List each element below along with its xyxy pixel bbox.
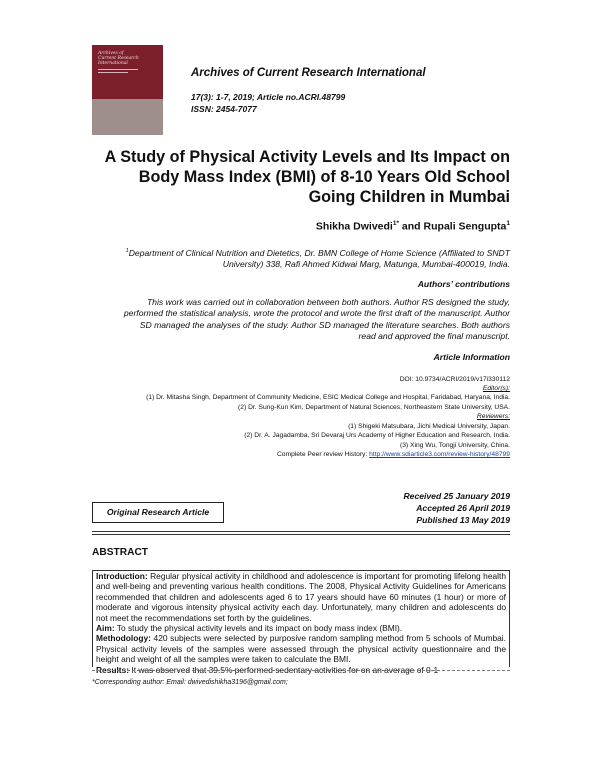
abstract-method-text: 420 subjects were selected by purposive random sampling method from 5 schools of Mumbai. Physical activity levels of the samples were assessed through the physical activity questionnaire and the height and weight of all the samples were taken to calculate the BMI.	[96, 633, 506, 665]
contributions-text	[80, 297, 510, 342]
review-history-link[interactable]: http://www.sdiarticle3.com/review-history/48799	[369, 451, 510, 458]
paper-title-line: Body Mass Index (BMI) of 8-10 Years Old School	[138, 168, 510, 186]
author-superscript: 1	[506, 220, 510, 227]
article-type-box	[92, 502, 224, 523]
abstract-aim-text: To study the physical activity levels and its impact on body mass index (BMI).	[114, 623, 403, 634]
accepted-date: Accepted 26 April 2019	[416, 502, 510, 513]
abstract-intro-label: Introduction:	[96, 571, 148, 581]
doi: DOI: 10.9734/ACRI/2019/v17i330112	[399, 376, 510, 383]
cover-title-line: International	[98, 61, 128, 66]
author-list	[316, 220, 510, 233]
abstract-results-text: It was observed that 39.5% performed sedentary activities for on an average of 0-1	[129, 664, 439, 675]
abstract-method-label: Methodology:	[96, 633, 151, 644]
paper-title	[70, 147, 510, 207]
abstract-introduction	[93, 571, 509, 623]
author-superscript: 1*	[392, 220, 400, 227]
section-divider	[92, 531, 510, 532]
cover-title-line: Archives of	[98, 51, 124, 56]
author-name: Shikha Dwivedi	[315, 220, 393, 233]
corresponding-author-footnote: *Corresponding author: Email: dwivedishikha3196@gmail.com;	[92, 679, 288, 686]
section-divider	[92, 534, 510, 535]
contributions-line: This work was carried out in collaboration between both authors. Author RS designed the study,	[146, 297, 510, 307]
paper-title-line: A Study of Physical Activity Levels and Its Impact on	[104, 148, 510, 166]
abstract-aim	[93, 623, 509, 633]
cover-decor-line	[98, 72, 128, 73]
author-name: Rupali Sengupta	[423, 220, 507, 233]
citation-info: 17(3): 1-7, 2019; Article no.ACRI.48799	[191, 92, 346, 102]
cover-bottom-band	[92, 99, 163, 135]
affiliation	[70, 246, 510, 270]
review-history-label: Complete Peer review History:	[276, 451, 370, 458]
footnote-separator	[92, 670, 510, 671]
reviewers-label: Reviewers:	[476, 413, 510, 420]
abstract-intro-text: Regular physical activity in childhood and adolescence is important for promoting lifelong health and well-being and preventing various health conditions. The 2008, Physical Activity Guidelines for Americans recommended that children and adolescents aged 6 to 17 years should have 60 minutes (1 hour) or more of moderate and vigorous intensity physical activity each day. Unfortunately, many children and adolescents do not meet the recommendations set forth by the guidelines.	[96, 571, 506, 623]
cover-title-line: Current Research	[98, 56, 139, 61]
received-date: Received 25 January 2019	[403, 491, 510, 501]
affiliation-superscript: 1	[125, 248, 129, 254]
abstract-methodology	[93, 633, 509, 664]
review-history	[277, 451, 510, 459]
abstract-aim-label: Aim:	[96, 623, 115, 634]
abstract-results-label: Results:	[96, 664, 130, 675]
paper-title-line: Going Children in Mumbai	[308, 188, 510, 206]
contributions-heading: Authors’ contributions	[417, 279, 510, 289]
published-date: Published 13 May 2019	[416, 514, 510, 525]
journal-name: Archives of Current Research International	[191, 67, 426, 79]
contributions-line: read and approved the final manuscript.	[358, 330, 510, 341]
editor-entry: (2) Dr. Sung-Kun Kim, Department of Natural Sciences, Northeastern State University, USA.	[238, 404, 510, 411]
reviewer-entry: (3) Xing Wu, Tongji University, China.	[399, 442, 510, 449]
publication-dates	[403, 491, 510, 526]
reviewer-entry: (2) Dr. A. Jagadamba, Sri Devaraj Urs Academy of Higher Education and Research, India.	[244, 432, 510, 439]
abstract-box	[92, 570, 510, 675]
editors-label: Editor(s):	[482, 385, 510, 392]
journal-cover-image	[92, 45, 163, 135]
affiliation-line: University) 338, Rafi Ahmed Kidwai Marg, Matunga, Mumbai-400019, India.	[222, 258, 510, 269]
affiliation-line: Department of Clinical Nutrition and Dietetics, Dr. BMN College of Home Science (Affiliated to SNDT	[128, 247, 510, 258]
cover-decor-line	[98, 69, 138, 70]
author-conjunction: and	[399, 220, 424, 233]
contributions-line: SD managed the analyses of the study. Author SD managed the literature searches. Both authors	[139, 319, 510, 330]
article-info-heading: Article Information	[433, 352, 510, 362]
issn-info: ISSN: 2454-7077	[191, 104, 257, 114]
abstract-heading: ABSTRACT	[92, 547, 149, 558]
article-type-label: Original Research Article	[106, 507, 210, 517]
contributions-line: performed the statistical analysis, wrote the protocol and wrote the first draft of the manuscript. Author	[123, 308, 510, 319]
reviewer-entry: (1) Shigeki Matsubara, Jichi Medical University, Japan.	[348, 423, 510, 430]
editor-entry: (1) Dr. Mitasha Singh, Department of Community Medicine, ESIC Medical College and Hospital, Faridabad, Haryana, India.	[146, 394, 510, 401]
